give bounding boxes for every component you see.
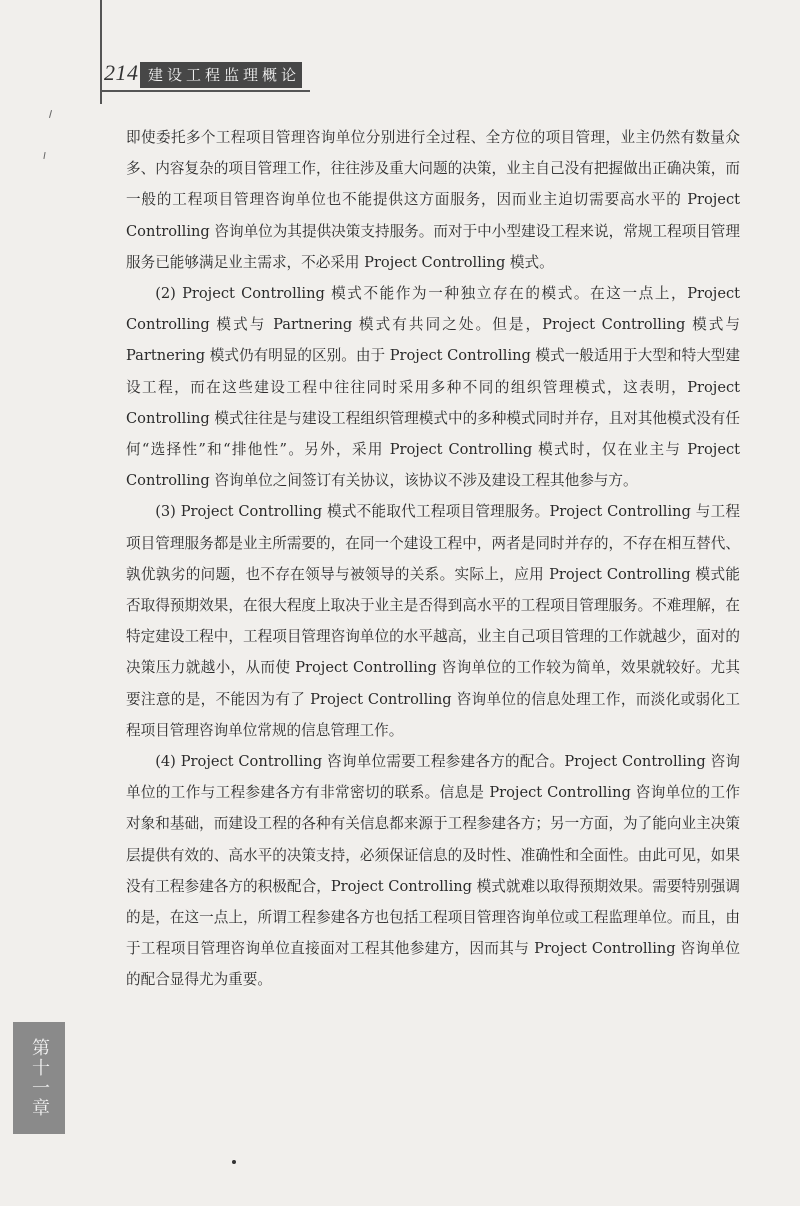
- paragraph-point-3: (3) Project Controlling 模式不能取代工程项目管理服务。Project Controlling 与工程项目管理服务都是业主所需要的，在同一个建设工程中，两者是同时并存的，不存在相互替代、孰优孰劣的问题，也不存在领导与被领导的关系。实际上，应用 Project Controlling 模式能否取得预期效果，在很大程度上取决于业主是否得到高水平的工程项目管理服务。不难理解，在特定建设工程中，工程项目管理咨询单位的水平越高，业主自己项目管理的工作就越少，面对的决策压力就越小，从而使 Project Controlling 咨询单位的工作较为简单，效果就较好。尤其要注意的是，不能因为有了 Project Controlling 咨询单位的信息处理工作，而淡化或弱化工程项目管理咨询单位常规的信息管理工作。: [126, 503, 740, 739]
- body-text: [126, 122, 740, 996]
- chapter-tab: 第十一章: [13, 1022, 65, 1134]
- paragraph-point-4: (4) Project Controlling 咨询单位需要工程参建各方的配合。Project Controlling 咨询单位的工作与工程参建各方有非常密切的联系。信息是 Project Controlling 咨询单位的工作对象和基础，而建设工程的各种有关信息都来源于工程参建各方；另一方面，为了能向业主决策层提供有效的、高水平的决策支持，必须保证信息的及时性、准确性和全面性。由此可见，如果没有工程参建各方的积极配合，Project Controlling 模式就难以取得预期效果。需要特别强调的是，在这一点上，所谓工程参建各方也包括工程项目管理咨询单位或工程监理单位。而且，由于工程项目管理咨询单位直接面对工程其他参建方，因而其与 Project Controlling 咨询单位的配合显得尤为重要。: [126, 753, 740, 989]
- paragraph-point-2: (2) Project Controlling 模式不能作为一种独立存在的模式。在这一点上，Project Controlling 模式与 Partnering 模式有共同之处。但是，Project Controlling 模式与 Partnering 模式仍有明显的区别。由于 Project Controlling 模式一般适用于大型和特大型建设工程，而在这些建设工程中往往同时采用多种不同的组织管理模式，这表明，Project Controlling 模式往往是与建设工程组织管理模式中的多种模式同时并存，且对其他模式没有任何“选择性”和“排他性”。另外，采用 Project Controlling 模式时，仅在业主与 Project Controlling 咨询单位之间签订有关协议，该协议不涉及建设工程其他参与方。: [126, 285, 740, 490]
- header-vertical-rule: [100, 0, 102, 104]
- scan-speck: [49, 110, 52, 118]
- scan-speck: [43, 152, 45, 159]
- running-header-title: 建设工程监理概论: [140, 62, 302, 88]
- scan-dot: [232, 1160, 236, 1164]
- page-number: 214: [104, 60, 139, 85]
- paragraph-continuation: 即使委托多个工程项目管理咨询单位分别进行全过程、全方位的项目管理，业主仍然有数量众多、内容复杂的项目管理工作，往往涉及重大问题的决策，业主自己没有把握做出正确决策，而一般的工程项目管理咨询单位也不能提供这方面服务，因而业主迫切需要高水平的 Project Controlling 咨询单位为其提供决策支持服务。而对于中小型建设工程来说，常规工程项目管理服务已能够满足业主需求，不必采用 Project Controlling 模式。: [126, 129, 740, 271]
- header-horizontal-rule: [100, 90, 310, 92]
